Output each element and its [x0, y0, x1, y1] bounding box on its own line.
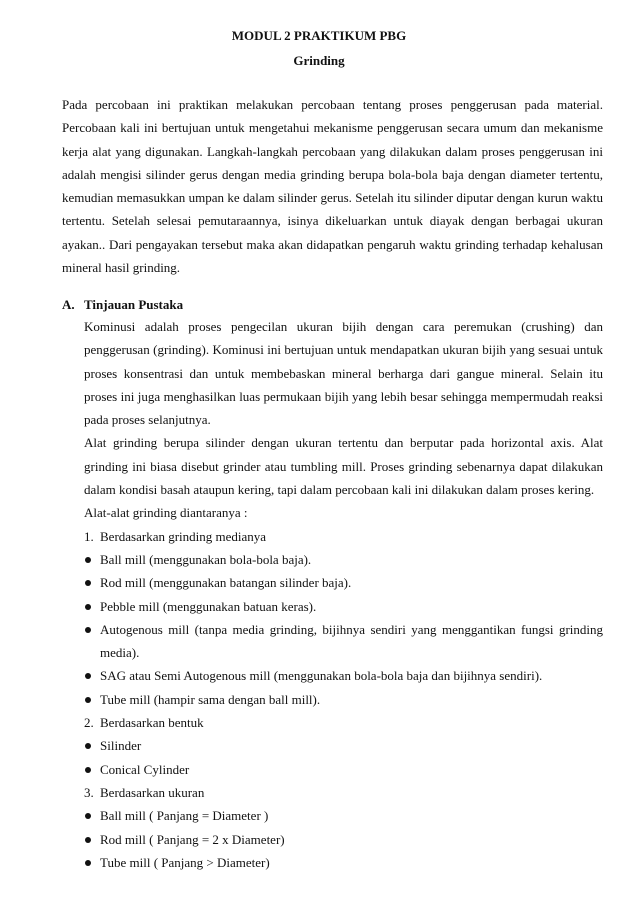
bullet-item — [84, 548, 603, 571]
bullet-text: SAG atau Semi Autogenous mill (menggunakan bola-bola baja dan bijihnya sendiri). — [100, 668, 543, 684]
section-heading-text: Tinjauan Pustaka — [84, 297, 184, 312]
bullet-icon — [85, 767, 91, 773]
bullet-item — [84, 618, 603, 665]
bullet-icon — [85, 837, 91, 843]
bullet-icon — [85, 697, 91, 703]
section-heading — [62, 295, 603, 315]
bullet-icon — [85, 743, 91, 749]
list-item-label: Berdasarkan ukuran — [100, 784, 205, 800]
bullet-text: Tube mill (hampir sama dengan ball mill). — [100, 691, 321, 707]
list-number: 3. — [84, 784, 94, 800]
bullet-icon — [85, 860, 91, 866]
alat-list-intro: Alat-alat grinding diantaranya : — [84, 505, 248, 521]
bullet-text: Silinder — [100, 738, 142, 754]
kominusi-paragraph: Kominusi adalah proses pengecilan ukuran bijih dengan cara peremukan (crushing) dan penggerusan (grinding). Kominusi ini bertujuan untuk mendapatkan ukuran bijih yang sesuai untuk proses konsentrasi dan untuk membebaskan mineral berharga dari gangue mineral. Selain itu proses ini juga menghasilkan luas permukaan bijih yang lebih besar sehingga mempermudah reaksi pada proses selanjutnya. — [84, 319, 603, 428]
bullet-text: Pebble mill (menggunakan batuan keras). — [100, 598, 317, 614]
bullet-icon — [85, 604, 91, 610]
bullet-item — [84, 804, 603, 827]
bullet-icon — [85, 627, 91, 633]
bullet-text: Ball mill ( Panjang = Diameter ) — [100, 808, 269, 824]
bullet-text: Rod mill ( Panjang = 2 x Diameter) — [100, 831, 285, 847]
bullet-item — [84, 758, 603, 781]
bullet-item — [84, 664, 603, 687]
bullet-icon — [85, 580, 91, 586]
section-body — [84, 315, 603, 874]
list-number: 1. — [84, 528, 94, 544]
bullet-text: Ball mill (menggunakan bola-bola baja). — [100, 551, 312, 567]
bullet-icon — [85, 557, 91, 563]
alat-grinding-paragraph: Alat grinding berupa silinder dengan ukuran tertentu dan berputar pada horizontal axis. Alat grinding ini biasa disebut grinder atau tumbling mill. Proses grinding sebenarnya dapat dilakukan dalam kondisi basah ataupun kering, tapi dalam percobaan kali ini dilakukan dalam proses kering. — [84, 435, 603, 498]
section-tinjauan-pustaka — [62, 295, 603, 874]
numbered-item-2 — [84, 711, 603, 734]
numbered-item-1 — [84, 525, 603, 548]
bullet-item — [84, 734, 603, 757]
document-subtitle: Grinding — [293, 53, 345, 68]
bullet-item — [84, 828, 603, 851]
bullet-text: Autogenous mill (tanpa media grinding, bijihnya sendiri yang menggantikan fungsi grinding media). — [100, 621, 603, 661]
numbered-item-3 — [84, 781, 603, 804]
bullet-item — [84, 595, 603, 618]
bullet-item — [84, 571, 603, 594]
list-item-label: Berdasarkan bentuk — [100, 715, 204, 731]
list-number: 2. — [84, 715, 94, 731]
bullet-icon — [85, 673, 91, 679]
bullet-text: Tube mill ( Panjang > Diameter) — [100, 854, 270, 870]
bullet-text: Rod mill (menggunakan batangan silinder baja). — [100, 575, 352, 591]
intro-paragraph: Pada percobaan ini praktikan melakukan percobaan tentang proses penggerusan pada material. Percobaan kali ini bertujuan untuk mengetahui mekanisme penggerusan secara umum dan mekanisme kerja alat yang digunakan. Langkah-langkah percobaan yang dilakukan dalam proses penggerusan ini adalah mengisi silinder gerus dengan media grinding berupa bola-bola baja dengan diameter tertentu, kemudian memasukkan umpan ke dalam silinder gerus. Setelah itu silinder diputar dengan kurun waktu tertentu. Setelah selesai pemutaraannya, isinya dikeluarkan untuk diayak dengan berbagai ukuran ayakan.. Dari pengayakan tersebut maka akan didapatkan pengaruh waktu grinding terhadap kehalusan mineral hasil grinding. — [62, 97, 603, 276]
bullet-item — [84, 688, 603, 711]
bullet-icon — [85, 813, 91, 819]
bullet-text: Conical Cylinder — [100, 761, 190, 777]
document-title: MODUL 2 PRAKTIKUM PBG — [231, 28, 407, 43]
section-letter: A. — [62, 297, 75, 312]
bullet-item — [84, 851, 603, 874]
list-item-label: Berdasarkan grinding medianya — [100, 528, 267, 544]
